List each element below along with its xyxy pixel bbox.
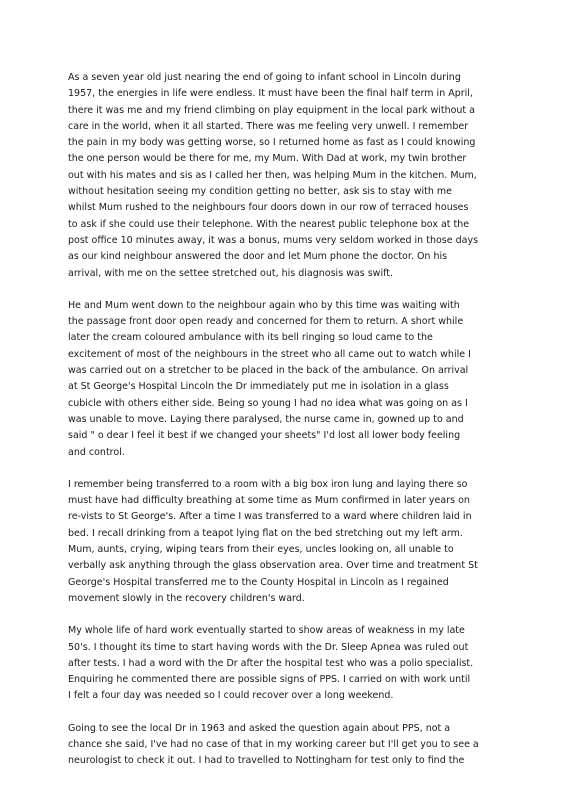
paragraph-line: 1957, the energies in life were endless. It must have been the final half term in April, bbox=[68, 88, 473, 100]
paragraph-line: Going to see the local Dr in 1963 and asked the question again about PPS, not a bbox=[68, 722, 451, 734]
paragraph-line: without hesitation seeing my condition getting no better, ask sis to stay with me bbox=[68, 186, 452, 198]
paragraph-line: at St George's Hospital Lincoln the Dr immediately put me in isolation in a glass bbox=[68, 381, 449, 393]
paragraph-line: George's Hospital transferred me to the County Hospital in Lincoln as I regained bbox=[68, 576, 449, 588]
paragraph-line: As a seven year old just nearing the end of going to infant school in Lincoln during bbox=[68, 72, 461, 83]
paragraph-line: was carried out on a stretcher to be placed in the back of the ambulance. On arrival bbox=[68, 365, 469, 377]
paragraph-line: post office 10 minutes away, it was a bonus, mums very seldom worked in those days bbox=[68, 234, 479, 246]
paragraph-line: said " o dear I feel it best if we changed your sheets" I'd lost all lower body feeling bbox=[68, 430, 461, 442]
paragraph-line: movement slowly in the recovery children's ward. bbox=[68, 592, 305, 604]
paragraph-line: arrival, with me on the settee stretched out, his diagnosis was swift. bbox=[68, 267, 393, 279]
paragraph-line: neurologist to check it out. I had to travelled to Nottingham for test only to find the bbox=[68, 755, 465, 767]
paragraph-line: later the cream coloured ambulance with its bell ringing so loud came to the bbox=[68, 332, 433, 344]
paragraph-line: the passage front door open ready and concerned for them to return. A short while bbox=[68, 316, 464, 328]
paragraph-line: to ask if she could use their telephone. With the nearest public telephone box at the bbox=[68, 218, 470, 230]
paragraph-2 bbox=[68, 298, 508, 461]
paragraph-line: whilst Mum rushed to the neighbours four doors down in our row of terraced houses bbox=[68, 202, 469, 214]
paragraph-line: there it was me and my friend climbing on play equipment in the local park without a bbox=[68, 104, 476, 116]
paragraph-line: Mum, aunts, crying, wiping tears from their eyes, uncles looking on, all unable to bbox=[68, 544, 454, 556]
paragraph-line: as our kind neighbour answered the door and let Mum phone the doctor. On his bbox=[68, 251, 448, 263]
paragraph-line: out with his mates and sis as I called her then, was helping Mum in the kitchen. Mum, bbox=[68, 169, 477, 181]
paragraph-line: verbally ask anything through the glass observation area. Over time and treatment St bbox=[68, 560, 478, 572]
paragraph-line: chance she said, I've had no case of that in my working career but I'll get you to see a bbox=[68, 738, 479, 750]
paragraph-line: must have had difficulty breathing at some time as Mum confirmed in later years on bbox=[68, 495, 470, 507]
paragraph-line: bed. I recall drinking from a teapot lying flat on the bed stretching out my left arm. bbox=[68, 527, 463, 539]
paragraph-line: and control. bbox=[68, 446, 125, 458]
paragraph-line: 50's. I thought its time to start having words with the Dr. Sleep Apnea was ruled out bbox=[68, 641, 469, 653]
paragraph-3 bbox=[68, 477, 508, 607]
paragraph-line: I felt a four day was needed so I could recover over a long weekend. bbox=[68, 690, 394, 702]
paragraph-line: the pain in my body was getting worse, so I returned home as fast as I could knowing bbox=[68, 137, 476, 149]
paragraph-line: He and Mum went down to the neighbour again who by this time was waiting with bbox=[68, 299, 460, 311]
paragraph-4 bbox=[68, 623, 508, 704]
paragraph-line: I remember being transferred to a room with a big box iron lung and laying there so bbox=[68, 478, 468, 490]
paragraph-line: re-vists to St George's. After a time I was transferred to a ward where children laid in bbox=[68, 511, 472, 523]
paragraph-line: care in the world, when it all started. There was me feeling very unwell. I remember bbox=[68, 120, 469, 132]
paragraph-5 bbox=[68, 721, 508, 770]
paragraph-1 bbox=[68, 70, 508, 282]
paragraph-line: cubicle with others either side. Being so young I had no idea what was going on as I bbox=[68, 397, 468, 409]
paragraph-line: Enquiring he commented there are possible signs of PPS. I carried on with work until bbox=[68, 674, 471, 686]
paragraph-line: the one person would be there for me, my Mum. With Dad at work, my twin brother bbox=[68, 153, 467, 165]
paragraph-line: My whole life of hard work eventually started to show areas of weakness in my late bbox=[68, 625, 465, 637]
paragraph-line: after tests. I had a word with the Dr after the hospital test who was a polio specialist. bbox=[68, 657, 474, 669]
paragraph-line: was unable to move. Laying there paralysed, the nurse came in, gowned up to and bbox=[68, 413, 464, 425]
paragraph-line: excitement of most of the neighbours in the street who all came out to watch while I bbox=[68, 348, 471, 360]
document-body bbox=[68, 70, 508, 786]
